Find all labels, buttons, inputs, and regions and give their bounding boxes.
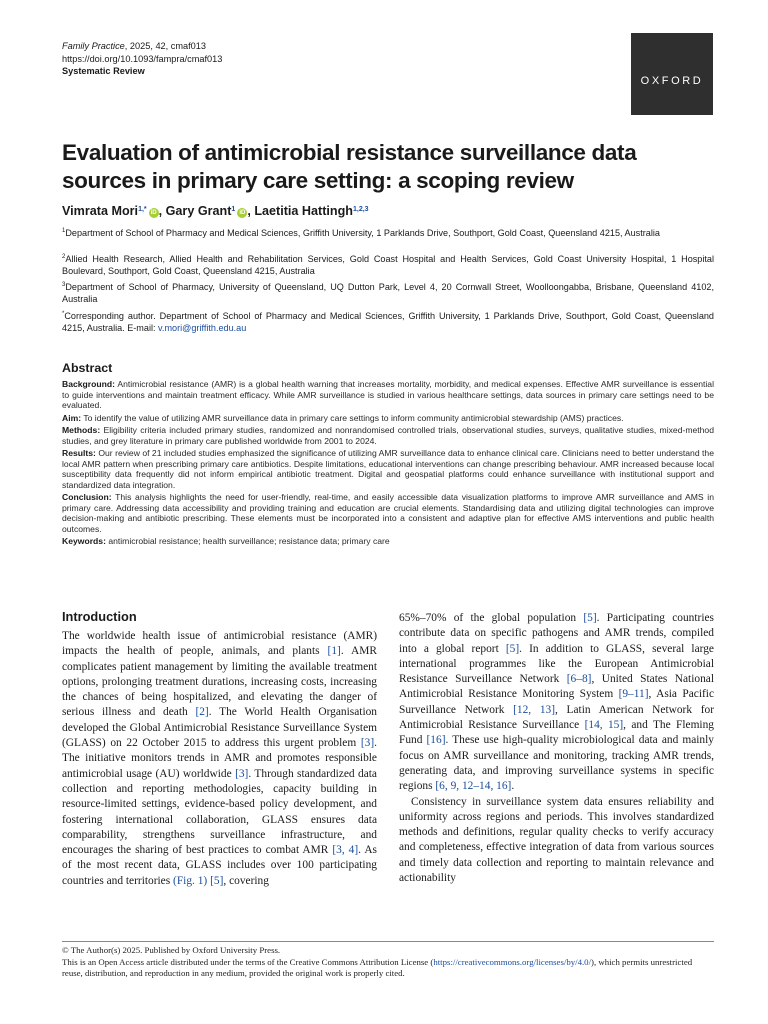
- corresponding-author: [62, 308, 714, 335]
- license-text: ), which permits unrestricted reuse, distribution, and reproduction in any medium, provided the original work is properly cited.: [62, 956, 693, 979]
- body-text: . These use high-quality microbiological data and mainly focus on AMR surveillance and monitoring, tracking AMR trends, generating data, and improving surveillance systems in specific regions: [399, 734, 714, 793]
- citation-line: [62, 40, 222, 53]
- citation-link[interactable]: [6–8]: [566, 673, 592, 686]
- body-text: , and The Fleming Fund: [399, 719, 714, 747]
- orcid-icon[interactable]: iD: [239, 210, 246, 216]
- abstract-results: [62, 448, 714, 490]
- citation-link[interactable]: [3, 4]: [332, 844, 359, 857]
- copyright-line: © The Author(s) 2025. Published by Oxford University Press.: [62, 945, 281, 955]
- oxford-logo: [631, 33, 713, 115]
- affiliation: [62, 279, 714, 306]
- abstract-label: Methods:: [62, 425, 101, 435]
- author-affiliation-sup: 1,*: [138, 206, 147, 213]
- body-text: . As of the most recent data, GLASS includes over 100 participating countries and territories: [62, 844, 377, 887]
- article-title: Evaluation of antimicrobial resistance surveillance data sources in primary care setting: a scoping review: [62, 140, 637, 193]
- body-column-left: [62, 609, 377, 889]
- citation-link[interactable]: [12, 13]: [513, 703, 556, 716]
- author-list: Vimrata Mori$^{1,*}$ iD , Gary Grant$^1$ iD , Laetitia Hattingh$^{1,2,3}$: [62, 204, 369, 218]
- body-text: Consistency in surveillance system data ensures reliability and uniformity across regions and periods. This involves standardized methods and definitions, regular quality checks to verify accuracy and completeness, effective integration of data from various sources and timely data collection and reporting to maintain relevance and actionability: [399, 795, 714, 885]
- body-column-right: [399, 611, 714, 886]
- license-line: [62, 957, 714, 980]
- abstract-text: To identify the value of utilizing AMR surveillance data in primary care settings to inform community antimicrobial stewardship (AMS) practices.: [81, 412, 624, 423]
- abstract: [62, 361, 714, 549]
- keywords-text: antimicrobial resistance; health surveillance; resistance data; primary care: [105, 536, 390, 546]
- abstract-text: Antimicrobial resistance (AMR) is a global health warning that increases mortality, morbidity, and medical expenses. Effective AMR surveillance is essential to guide interventions and maintain treatment efficacy. While AMR surveillance is studied in various healthcare settings, data sources in primary care settings need to be evaluated.: [62, 379, 714, 410]
- abstract-label: Background:: [62, 379, 115, 389]
- citation-link[interactable]: [5]: [210, 874, 224, 887]
- citation-link[interactable]: [3]: [360, 737, 375, 750]
- journal-name: Family Practice: [62, 41, 125, 51]
- license-text: This is an Open Access article distributed under the terms of the Creative Commons Attribution License (: [62, 956, 434, 967]
- orcid-icon[interactable]: iD: [150, 210, 157, 216]
- email-link[interactable]: v.mori@griffith.edu.au: [158, 323, 247, 334]
- citation-link[interactable]: [3]: [235, 767, 249, 780]
- abstract-text: Our review of 21 included studies emphasized the significance of utilizing AMR surveillance data to enhance clinical care. Clinicians need to better understand the local AMR pattern when prescribing primary care antibiotics. Despite limitations, educational interventions can change prescribing behaviour. AMR increased because local susceptibility data frequently did not inform empirical antibiotic treatment. Digital and geospatial platforms could enhance surveillance with institutional support and standardized data integration.: [62, 448, 714, 490]
- oxford-logo-text: OXFORD: [640, 75, 704, 87]
- article-header: [62, 40, 222, 78]
- affiliation: [62, 251, 714, 278]
- citation-link[interactable]: [5]: [583, 612, 597, 624]
- citation-link[interactable]: [1]: [327, 645, 341, 658]
- citation-link[interactable]: [2]: [195, 706, 209, 719]
- body-text: The worldwide health issue of antimicrobial resistance (AMR) impacts the health of people, animals, and plants: [62, 630, 377, 658]
- keywords-label: Keywords:: [62, 536, 106, 546]
- citation-link[interactable]: [6, 9, 12–14, 16]: [435, 780, 512, 793]
- abstract-label: Results:: [62, 448, 96, 458]
- body-text: . The initiative monitors trends in AMR and promotes responsible antimicrobial usage (AU) worldwide: [62, 737, 377, 780]
- affiliation-sup: 3: [62, 282, 66, 288]
- doi-link[interactable]: https://doi.org/10.1093/fampra/cmaf013: [62, 53, 223, 64]
- author-name[interactable]: Vimrata Mori: [62, 204, 139, 218]
- author-name[interactable]: Gary Grant: [165, 204, 232, 218]
- author-affiliation-sup: 1: [231, 206, 236, 213]
- citation-link[interactable]: (Fig. 1): [173, 874, 208, 887]
- abstract-text: Eligibility criteria included primary studies, randomized and nonrandomised controlled trials, observational studies, surveys, qualitative studies, mixed-method studies, and grey literature in primary care published worldwide from 2001 to 2024.: [62, 425, 714, 446]
- section-heading: Introduction: [62, 609, 137, 624]
- abstract-text: This analysis highlights the need for user-friendly, real-time, and easily accessible data visualization platforms to improve AMR surveillance and AMS in primary care. Addressing data accessibility and providing training and education are crucial elements. Standardising data and utilizing digital technologies can improve decision-making and antibiotic prescribing. These elements must be incorporated into a consistent and adaptive plan for effective AMS interventions and public health outcomes.: [62, 492, 714, 534]
- body-text: , covering: [223, 874, 269, 887]
- abstract-aim: [62, 413, 714, 424]
- intro-paragraph: [62, 629, 377, 889]
- body-text: .: [511, 780, 515, 793]
- keywords: [62, 536, 714, 547]
- author-affiliation-sup: 1,2,3: [352, 206, 369, 213]
- body-text: . In addition to GLASS, several large international programmes like the European Antimicrobial Resistance Surveillance Network: [399, 642, 714, 686]
- citation-link[interactable]: [5]: [505, 642, 520, 655]
- abstract-background: [62, 379, 714, 411]
- corresponding-text: Corresponding author. Department of School of Pharmacy and Medical Sciences, Griffith University, 1 Parklands Drive, Southport, Gold Coast, Queensland 4215, Australia. E-mail:: [62, 311, 714, 334]
- body-text: 65%–70% of the global population: [399, 612, 584, 624]
- affiliation-text: Department of School of Pharmacy, University of Queensland, UQ Dutton Park, Level 4, 20 Cornwall Street, Woolloongabba, Brisbane, Queensland 4102, Australia: [62, 282, 714, 305]
- affiliation: [62, 225, 714, 239]
- body-text: . Participating countries contribute data on specific pathogens and AMR trends, compiled into a global report: [399, 612, 714, 655]
- footer-divider: [62, 941, 714, 942]
- body-text: , Latin American Network for Antimicrobial Resistance Surveillance: [399, 703, 714, 732]
- body-text: . Through standardized data collection and reporting methodologies, capacity building in resource-limited settings, evidence-based policy development, and fostering international collaboration, GLASS ensures data comparability, strengthens surveillance infrastructure, and encourages the sharing of best practices to combat AMR: [62, 767, 377, 857]
- body-text: , Asia Pacific Surveillance Network: [399, 688, 714, 716]
- intro-paragraph: [399, 795, 714, 887]
- license-footer: [62, 945, 714, 980]
- body-text: . The World Health Organisation developed the Global Antimicrobial Resistance Surveillance System (GLASS) on 22 October 2015 to address this urgent problem: [62, 706, 377, 750]
- corresponding-sup: *: [62, 311, 65, 317]
- citation-link[interactable]: [9–11]: [618, 688, 649, 701]
- affiliation-sup: 1: [62, 228, 66, 234]
- abstract-conclusion: [62, 492, 714, 534]
- abstract-methods: [62, 425, 714, 446]
- citation-link[interactable]: [14, 15]: [584, 719, 624, 732]
- abstract-label: Aim:: [62, 412, 82, 423]
- abstract-label: Conclusion:: [62, 492, 112, 502]
- abstract-heading: Abstract: [62, 361, 113, 375]
- body-text: . AMR complicates patient management by limiting the available treatment options, prolonging treatment durations, increasing costs, increasing the chances of being hospitalized, and elevating the danger of serious illness and death: [62, 645, 377, 719]
- license-link[interactable]: https://creativecommons.org/licenses/by/4.0/: [433, 956, 592, 967]
- affiliation-sup: 2: [62, 254, 66, 260]
- citation-details: , 2025, 42, cmaf013: [124, 41, 207, 51]
- body-text: , United States National Antimicrobial Resistance Monitoring System: [399, 673, 714, 701]
- intro-paragraph: [399, 611, 714, 795]
- citation-link[interactable]: [16]: [426, 734, 446, 747]
- affiliation-text: Department of School of Pharmacy and Medical Sciences, Griffith University, 1 Parklands Drive, Southport, Gold Coast, Queensland 4215, Australia: [65, 228, 660, 239]
- author-name[interactable]: Laetitia Hattingh: [254, 204, 353, 218]
- affiliation-text: Allied Health Research, Allied Health and Rehabilitation Services, Gold Coast Hospital and Health Services, Gold Coast University Hospital, 1 Hospital Boulevard, Southport, Gold Coast, Queensland 4215, Australia: [62, 254, 714, 277]
- article-type: Systematic Review: [62, 66, 145, 77]
